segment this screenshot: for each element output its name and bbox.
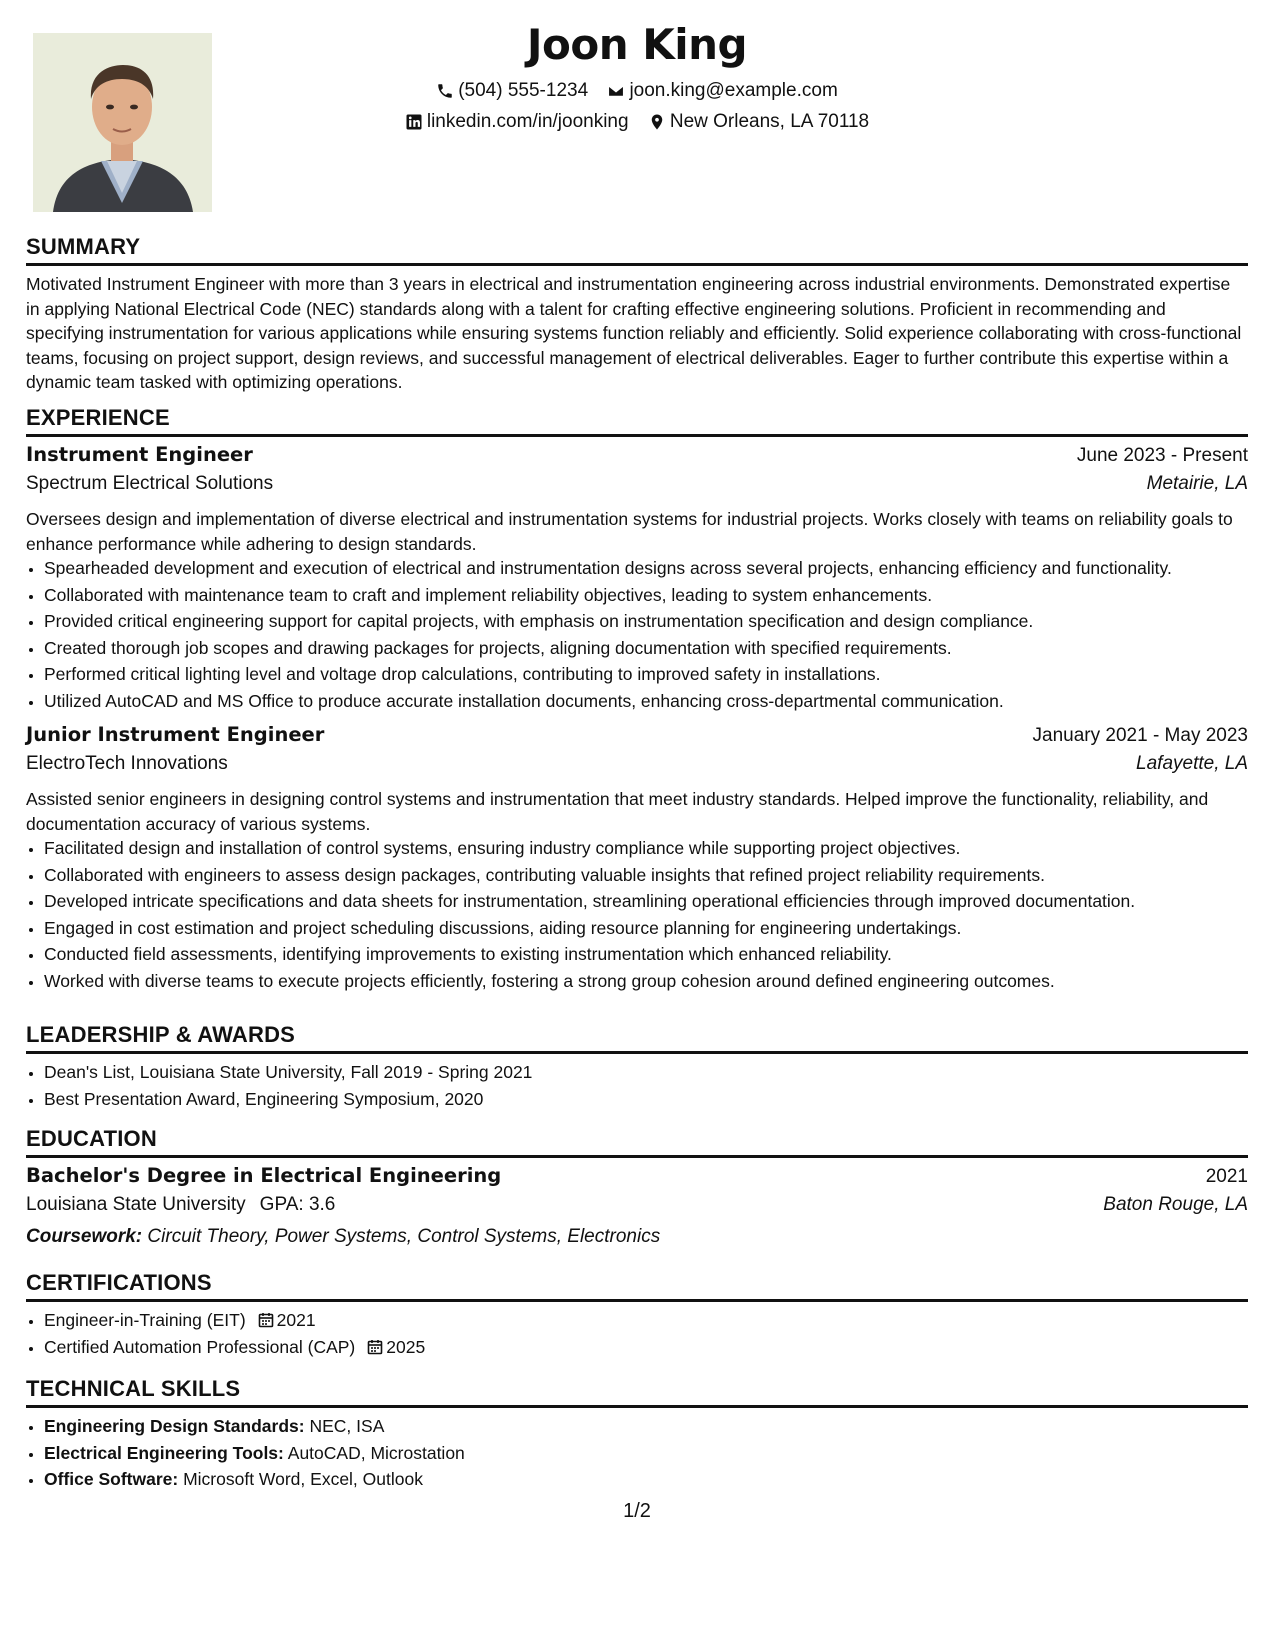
list-item: • Collaborated with engineers to assess design packages, contributing valuable insights that refined project reliability requirements.	[44, 863, 1248, 888]
section-title: SUMMARY	[26, 234, 1248, 266]
list-item: • Facilitated design and installation of control systems, ensuring industry compliance while supporting project objectives.	[44, 836, 1248, 861]
linkedin-icon	[405, 113, 423, 131]
summary-text: Motivated Instrument Engineer with more than 3 years in electrical and instrumentation engineering across industrial environments. Demonstrated expertise in applying National Electrical Code (NEC) standards along with a talent for crafting effective engineering solutions. Proficient in recommending and specifying instrumentation for various applications while ensuring systems function reliably and efficiently. Solid experience collaborating with cross-functional teams, focusing on project support, design reviews, and successful management of electrical deliverables. Eager to further contribute this expertise within a dynamic team tasked with optimizing operations.	[26, 274, 1242, 392]
skills-list	[26, 1414, 1248, 1492]
list-item: • Created thorough job scopes and drawing packages for projects, aligning documentation with specified requirements.	[44, 636, 1248, 661]
section-title: TECHNICAL SKILLS	[26, 1376, 1248, 1408]
job-dates: January 2021 - May 2023	[1032, 725, 1248, 746]
list-item: • Dean's List, Louisiana State University, Fall 2019 - Spring 2021	[44, 1060, 1248, 1085]
skill-value: Microsoft Word, Excel, Outlook	[183, 1469, 423, 1489]
job-description: Oversees design and implementation of diverse electrical and instrumentation systems for industrial projects. Works closely with teams on reliability goals to enhance performance while adhering to design standards.	[26, 509, 1233, 554]
company-name: ElectroTech Innovations	[26, 753, 228, 774]
certification-name: Engineer-in-Training (EIT)	[44, 1310, 246, 1330]
job-entry	[26, 723, 1248, 993]
contact-line-1	[26, 80, 1248, 106]
calendar-icon	[258, 1312, 274, 1328]
skill-label: Electrical Engineering Tools:	[44, 1442, 284, 1463]
list-item: • Performed critical lighting level and voltage drop calculations, contributing to improved safety in installations.	[44, 662, 1248, 687]
map-pin-icon	[648, 113, 666, 131]
education-section	[26, 1126, 1248, 1248]
linkedin-text: linkedin.com/in/joonking	[426, 111, 629, 132]
candidate-name: Joon King	[526, 20, 748, 69]
list-item: • Spearheaded development and execution of electrical and instrumentation designs across several projects, enhancing efficiency and functionality.	[44, 556, 1248, 581]
job-entry	[26, 443, 1248, 713]
job-bullets	[26, 556, 1248, 713]
skills-section	[26, 1376, 1248, 1494]
job-location: Lafayette, LA	[1136, 753, 1248, 774]
gpa-value: GPA: 3.6	[259, 1194, 336, 1215]
certification-year: 2025	[386, 1336, 426, 1357]
skill-value: NEC, ISA	[309, 1416, 385, 1436]
skill-label: Office Software:	[44, 1469, 179, 1489]
awards-list	[26, 1060, 1248, 1111]
school-name: Louisiana State University	[26, 1194, 246, 1215]
list-item: • Worked with diverse teams to execute projects efficiently, fostering a strong group cohesion around defined engineering outcomes.	[44, 969, 1248, 994]
section-title: EXPERIENCE	[26, 405, 1248, 437]
summary-section	[26, 234, 1248, 395]
location-text: New Orleans, LA 70118	[669, 111, 870, 132]
linkedin-contact[interactable]	[405, 111, 629, 133]
section-title: EDUCATION	[26, 1126, 1248, 1158]
coursework-list: Circuit Theory, Power Systems, Control Systems, Electronics	[147, 1226, 661, 1247]
skill-value: AutoCAD, Microstation	[287, 1442, 465, 1463]
resume-page	[26, 0, 1248, 1650]
job-description: Assisted senior engineers in designing control systems and instrumentation that meet industry standards. Helped improve the functionality, reliability, and documentation accuracy of various systems.	[26, 789, 1209, 834]
envelope-icon	[607, 82, 625, 100]
phone-text: (504) 555-1234	[458, 80, 589, 101]
list-item	[44, 1335, 1248, 1360]
certifications-section	[26, 1270, 1248, 1361]
company-name: Spectrum Electrical Solutions	[26, 473, 274, 494]
list-item	[44, 1308, 1248, 1333]
list-item	[44, 1414, 1248, 1439]
location-contact	[648, 111, 869, 133]
list-item: • Provided critical engineering support for capital projects, with emphasis on instrumentation specification and design compliance.	[44, 609, 1248, 634]
contact-line-2	[26, 111, 1248, 137]
certification-year: 2021	[276, 1310, 316, 1330]
coursework	[26, 1226, 1248, 1248]
email-contact[interactable]	[607, 80, 837, 102]
list-item: • Best Presentation Award, Engineering Symposium, 2020	[44, 1087, 1248, 1112]
list-item	[44, 1467, 1248, 1492]
job-location: Metairie, LA	[1146, 473, 1248, 494]
section-title: LEADERSHIP & AWARDS	[26, 1022, 1248, 1054]
phone-contact[interactable]	[436, 80, 588, 102]
list-item: • Utilized AutoCAD and MS Office to produce accurate installation documents, enhancing cross-departmental communication.	[44, 689, 1248, 714]
leadership-section	[26, 1022, 1248, 1113]
calendar-icon	[367, 1339, 383, 1355]
degree-title: Bachelor's Degree in Electrical Engineering	[26, 1164, 502, 1187]
certifications-list	[26, 1308, 1248, 1359]
job-dates: June 2023 - Present	[1076, 445, 1248, 466]
section-title: CERTIFICATIONS	[26, 1270, 1248, 1302]
phone-icon	[436, 82, 454, 100]
list-item	[44, 1441, 1248, 1466]
job-bullets	[26, 836, 1248, 993]
job-title: Instrument Engineer	[26, 443, 253, 466]
graduation-year: 2021	[1205, 1166, 1248, 1187]
email-text: joon.king@example.com	[629, 80, 838, 101]
list-item: • Collaborated with maintenance team to craft and implement reliability objectives, leading to system enhancements.	[44, 583, 1248, 608]
school-location: Baton Rouge, LA	[1103, 1194, 1248, 1215]
certification-name: Certified Automation Professional (CAP)	[44, 1336, 356, 1357]
list-item: • Developed intricate specifications and data sheets for instrumentation, streamlining operational efficiencies through improved documentation.	[44, 889, 1248, 914]
list-item: • Conducted field assessments, identifying improvements to existing instrumentation which enhanced reliability.	[44, 942, 1248, 967]
experience-section	[26, 405, 1248, 995]
list-item: • Engaged in cost estimation and project scheduling discussions, aiding resource planning for engineering undertakings.	[44, 916, 1248, 941]
coursework-label: Coursework:	[26, 1226, 143, 1247]
page-number: 1/2	[623, 1500, 651, 1522]
skill-label: Engineering Design Standards:	[44, 1416, 305, 1436]
job-title: Junior Instrument Engineer	[26, 723, 325, 746]
